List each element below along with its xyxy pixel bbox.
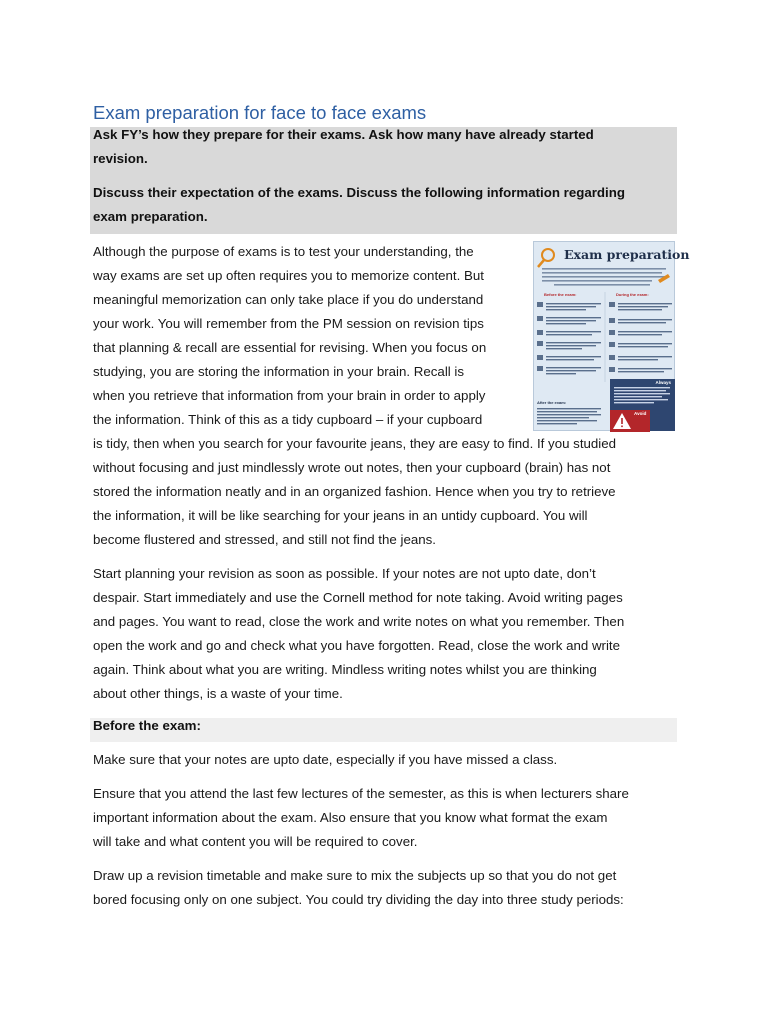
exam-preparation-poster-image — [533, 241, 690, 431]
paragraph-line: Draw up a revision timetable and make sure to mix the subjects up so that you do not get — [93, 868, 617, 883]
paragraph-line: studying, you are storing the information in your brain. Recall is — [93, 364, 465, 379]
poster-avoid-label: Avoid — [634, 411, 647, 416]
poster-title: Exam preparation — [564, 247, 690, 262]
paragraph-line: despair. Start immediately and use the Cornell method for note taking. Avoid writing pages — [93, 590, 623, 605]
paragraph-line: the information, it will be like searching for your jeans in an untidy cupboard. You will — [93, 508, 588, 523]
paragraph-line: become flustered and stressed, and still not find the jeans. — [93, 532, 436, 547]
paragraph-line: open the work and go and check what you have forgotten. Read, close the work and write — [93, 638, 621, 653]
instruction-line: revision. — [93, 151, 148, 166]
paragraph-line: Make sure that your notes are upto date, especially if you have missed a class. — [93, 752, 558, 767]
paragraph-line: about other things, is a waste of your time. — [93, 686, 343, 701]
poster-always-label: Always — [655, 380, 671, 385]
paragraph-line: again. Think about what you are writing. Mindless writing notes whilst you are thinking — [93, 662, 597, 677]
paragraph-line: without focusing and just mindlessly wrote out notes, then your cupboard (brain) has not — [93, 460, 611, 475]
instruction-line: exam preparation. — [93, 209, 208, 224]
poster-after-heading: After the exam: — [537, 400, 567, 405]
warning-icon — [612, 412, 632, 430]
paragraph-line: your work. You will remember from the PM session on revision tips — [93, 316, 484, 331]
paragraph-line: that planning & recall are essential for revising. When you focus on — [93, 340, 487, 355]
paragraph-line: and pages. You want to read, close the work and write notes on what you remember. Then — [93, 614, 625, 629]
page-title: Exam preparation for face to face exams — [93, 102, 427, 123]
paragraph-line: way exams are set up often requires you to memorize content. But — [93, 268, 484, 283]
paragraph-line: stored the information neatly and in an organized fashion. Hence when you try to retrieve — [93, 484, 616, 499]
paragraph-line: Although the purpose of exams is to test your understanding, the — [93, 244, 474, 259]
section-heading: Before the exam: — [93, 718, 201, 733]
paragraph-line: is tidy, then when you search for your favourite jeans, they are easy to find. If you studied — [93, 436, 617, 451]
paragraph-line: meaningful memorization can only take place if you do understand — [93, 292, 484, 307]
paragraph-line: Ensure that you attend the last few lectures of the semester, as this is when lecturers share — [93, 786, 629, 801]
paragraph-line: bored focusing only on one subject. You could try dividing the day into three study periods: — [93, 892, 624, 907]
paragraph-line: important information about the exam. Also ensure that you know what format the exam — [93, 810, 608, 825]
paragraph-line: will take and what content you will be required to cover. — [93, 834, 418, 849]
instruction-line: Ask FY’s how they prepare for their exams. Ask how many have already started — [93, 127, 594, 142]
paragraph-line: when you retrieve that information from your brain in order to apply — [93, 388, 486, 403]
poster-avoid-panel — [610, 410, 650, 432]
poster-col2-heading: During the exam: — [616, 292, 649, 297]
paragraph-line: Start planning your revision as soon as possible. If your notes are not upto date, don’t — [93, 566, 596, 581]
paragraph-line: the information. Think of this as a tidy cupboard – if your cupboard — [93, 412, 483, 427]
poster-col1-heading: Before the exam: — [544, 292, 577, 297]
instruction-line: Discuss their expectation of the exams. Discuss the following information regarding — [93, 185, 625, 200]
